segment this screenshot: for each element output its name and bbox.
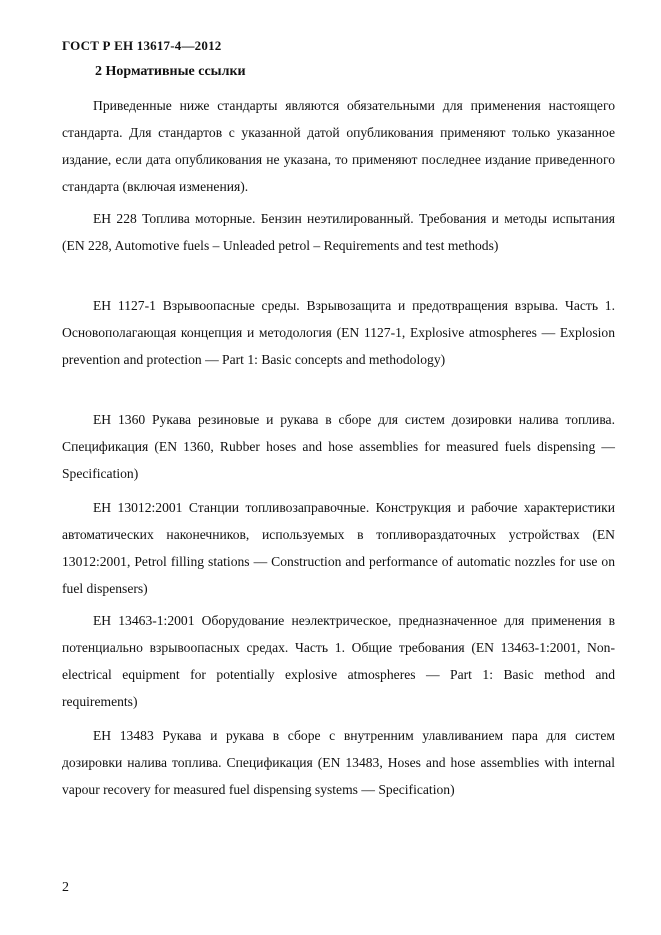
reference-en-13463-1: ЕН 13463-1:2001 Оборудование неэлектрическое, предназначенное для применения в потенциально взрывоопасных средах. Часть 1. Общие требования (EN 13463-1:2001, Non-electrical equipment for potentially explosive atmospheres — Part 1: Basic method and requirements) — [62, 613, 615, 709]
paragraph-intro: Приведенные ниже стандарты являются обязательными для применения настоящего стандарта. Для стандартов с указанной датой опубликования применяют только указанное издание, если дата опубликования не указана, то применяют последнее издание приведенного стандарта (включая изменения). — [62, 98, 615, 194]
reference-en-13012: ЕН 13012:2001 Станции топливозаправочные. Конструкция и рабочие характеристики автоматических наконечников, используемых в топливораздаточных устройствах (EN 13012:2001, Petrol filling stations — Construction and performance of automatic nozzles for use on fuel dispensers) — [62, 500, 615, 596]
reference-en-13483: ЕН 13483 Рукава и рукава в сборе с внутренним улавливанием пара для систем дозировки налива топлива. Спецификация (EN 13483, Hoses and hose assemblies with internal vapour recovery for measured fuel dispensing systems — Specification) — [62, 728, 615, 797]
reference-en-1127-1: ЕН 1127-1 Взрывоопасные среды. Взрывозащита и предотвращения взрыва. Часть 1. Основополагающая концепция и методология (EN 1127-1, Explosive atmospheres — Explosion prevention and protection — Part 1: Basic concepts and methodology) — [62, 298, 615, 367]
reference-en-228: ЕН 228 Топлива моторные. Бензин неэтилированный. Требования и методы испытания (EN 228, Automotive fuels – Unleaded petrol – Requirements and test methods) — [62, 211, 615, 253]
reference-en-1360: ЕН 1360 Рукава резиновые и рукава в сборе для систем дозировки налива топлива. Спецификация (EN 1360, Rubber hoses and hose assemblies for measured fuels dispensing — Specification) — [62, 412, 615, 481]
section-title: 2 Нормативные ссылки — [95, 64, 246, 79]
page-number: 2 — [62, 880, 69, 895]
document-header: ГОСТ Р ЕН 13617-4—2012 — [62, 38, 222, 53]
